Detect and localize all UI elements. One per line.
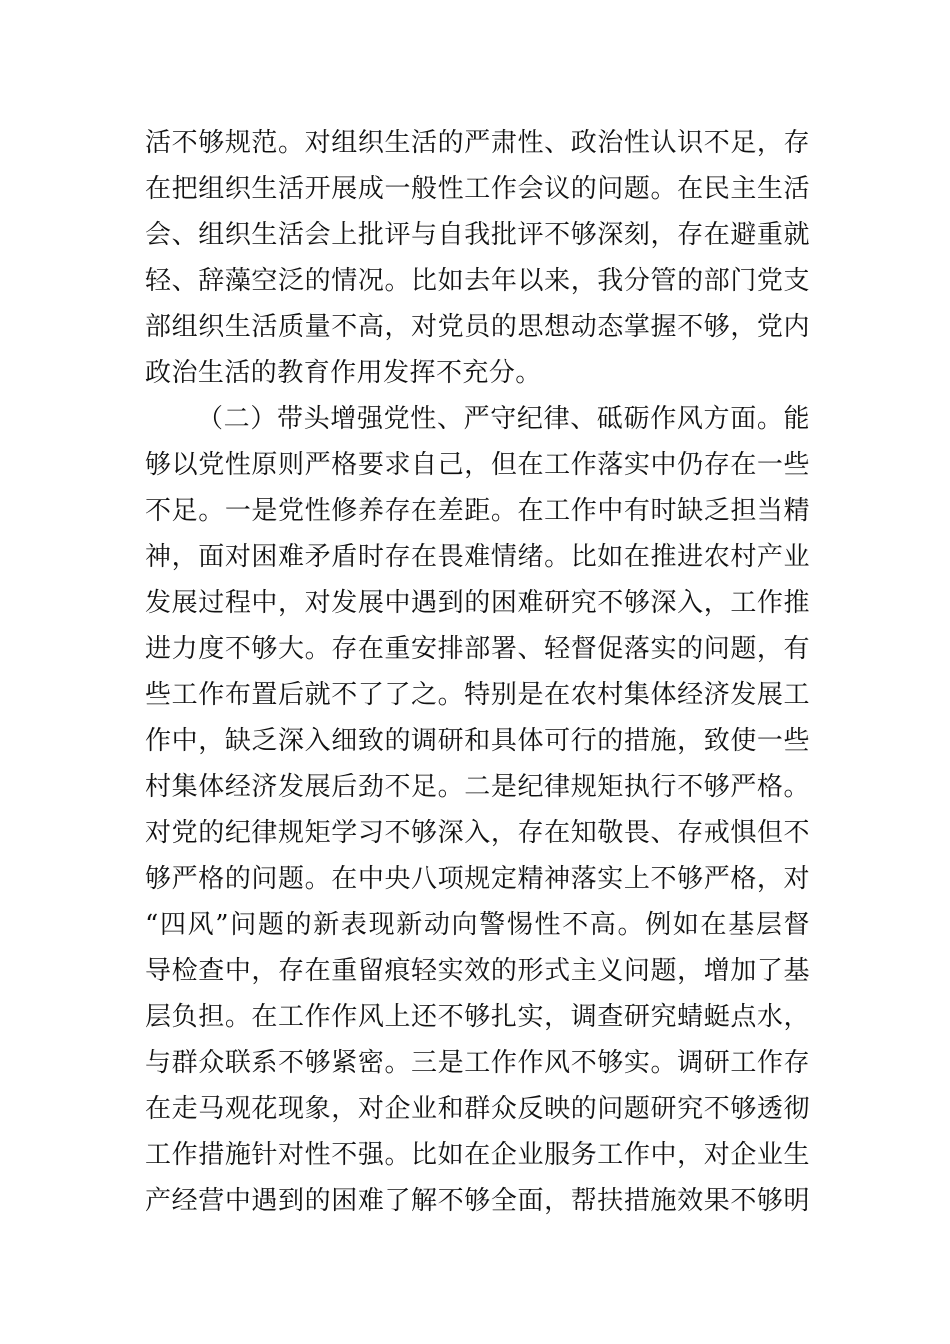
paragraph-1-line: 轻、辞藻空泛的情况。比如去年以来，我分管的部门党支 xyxy=(145,266,810,296)
paragraph-2-line: 产经营中遇到的困难了解不够全面，帮扶措施效果不够明 xyxy=(145,1186,810,1216)
paragraph-2-line: 够以党性原则严格要求自己，但在工作落实中仍存在一些 xyxy=(145,450,810,480)
paragraph-2-line: 作中，缺乏深入细致的调研和具体可行的措施，致使一些 xyxy=(145,726,810,756)
paragraph-2-line: 工作措施针对性不强。比如在企业服务工作中，对企业生 xyxy=(145,1140,810,1170)
paragraph-2-line: 够严格的问题。在中央八项规定精神落实上不够严格，对 xyxy=(145,864,810,894)
paragraph-1-line: 政治生活的教育作用发挥不充分。 xyxy=(145,358,542,388)
paragraph-2-line: 些工作布置后就不了了之。特别是在农村集体经济发展工 xyxy=(145,680,810,710)
paragraph-2-line: 与群众联系不够紧密。三是工作作风不够实。调研工作存 xyxy=(145,1048,810,1078)
paragraph-1-line: 活不够规范。对组织生活的严肃性、政治性认识不足，存 xyxy=(145,128,810,158)
paragraph-1-line: 会、组织生活会上批评与自我批评不够深刻，存在避重就 xyxy=(145,220,810,250)
paragraph-2-line: “四风”问题的新表现新动向警惕性不高。例如在基层督 xyxy=(145,910,810,940)
paragraph-1-line: 在把组织生活开展成一般性工作会议的问题。在民主生活 xyxy=(145,174,810,204)
paragraph-2-line: 对党的纪律规矩学习不够深入，存在知敬畏、存戒惧但不 xyxy=(145,818,810,848)
paragraph-2-heading-line: （二）带头增强党性、严守纪律、砥砺作风方面。能 xyxy=(197,404,810,434)
paragraph-1-line: 部组织生活质量不高，对党员的思想动态掌握不够，党内 xyxy=(145,312,810,342)
paragraph-2-line: 村集体经济发展后劲不足。二是纪律规矩执行不够严格。 xyxy=(145,772,810,802)
paragraph-2-line: 进力度不够大。存在重安排部署、轻督促落实的问题，有 xyxy=(145,634,810,664)
paragraph-2-line: 层负担。在工作作风上还不够扎实，调查研究蜻蜓点水， xyxy=(145,1002,810,1032)
paragraph-2-line: 不足。一是党性修养存在差距。在工作中有时缺乏担当精 xyxy=(145,496,810,526)
paragraph-2-line: 发展过程中，对发展中遇到的困难研究不够深入，工作推 xyxy=(145,588,810,618)
paragraph-2-line: 在走马观花现象，对企业和群众反映的问题研究不够透彻 xyxy=(145,1094,810,1124)
paragraph-2-line: 神，面对困难矛盾时存在畏难情绪。比如在推进农村产业 xyxy=(145,542,810,572)
paragraph-2-line: 导检查中，存在重留痕轻实效的形式主义问题，增加了基 xyxy=(145,956,810,986)
